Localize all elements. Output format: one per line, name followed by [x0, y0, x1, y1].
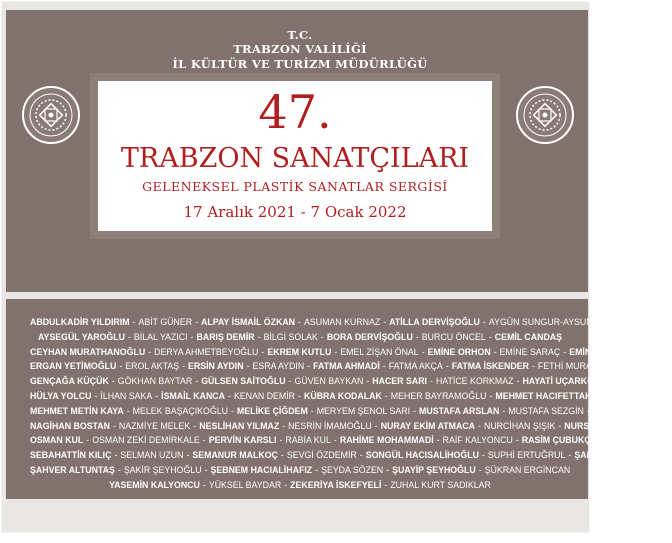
artist-name: BURCU ÖNCEL [421, 331, 486, 342]
artist-name: NURAY EKİM ATMACA [380, 420, 476, 431]
artist-name: KÜBRA KODALAK [303, 390, 382, 401]
artist-name: NAGİHAN BOSTAN [30, 420, 110, 431]
artist-name: NESRİN İMAMOĞLU [288, 420, 372, 431]
title-box [90, 73, 500, 239]
name-separator: - [117, 464, 121, 475]
artist-name: OSMAN ZEKİ DEMİRKALE [92, 435, 200, 446]
name-separator: - [488, 331, 492, 342]
artist-name: EROL AKTAŞ [125, 361, 180, 372]
name-separator: - [445, 361, 449, 372]
artist-name: FATMA İSKENDER [451, 361, 529, 372]
artist-name: MEHMET METİN KAYA [30, 405, 124, 416]
name-separator: - [374, 420, 378, 431]
artist-name: SEVGİ ÖZDEMİR [286, 450, 357, 461]
artist-name: ZEKERİYA İSKEFYELİ [290, 479, 382, 490]
artist-name: CEMİL CANDAŞ [494, 331, 563, 342]
name-separator: - [489, 390, 493, 401]
artist-name: FETHİ MURATHANOĞLU [537, 361, 640, 372]
artist-name: BARIŞ DEMİR [196, 331, 255, 342]
artist-name: ERGAN YETİMOĞLU [30, 361, 117, 372]
name-separator: - [478, 420, 481, 431]
artist-name: BİLGİ SOLAK [263, 331, 318, 342]
name-separator: - [119, 361, 123, 372]
name-separator: - [602, 376, 606, 387]
artist-line [30, 478, 570, 493]
artist-name: ALPAY İSMAİL ÖZKAN [201, 317, 296, 327]
artist-name: MELEK BAŞAÇIKOĞLU [132, 405, 228, 416]
artist-name: RAHİME MOHAMMADİ [339, 435, 434, 446]
artist-name: SELMAN UZUN [120, 450, 184, 461]
emblem-right-icon [516, 86, 574, 144]
artist-name: BİLAL YAZICI [133, 331, 188, 342]
name-separator: - [112, 420, 116, 431]
artist-name: FATMA AKÇA [388, 361, 443, 372]
name-separator: - [155, 390, 159, 401]
name-separator: - [386, 464, 390, 475]
artist-name: HAYRİ BOSTAN [608, 376, 672, 387]
name-separator: - [421, 346, 425, 357]
name-separator: - [298, 390, 301, 401]
name-separator: - [382, 361, 386, 372]
artist-name: OSMAN KUL [30, 435, 84, 446]
artist-name: SONGÜL HACISALİHOĞLU [365, 450, 479, 461]
artist-line [30, 374, 672, 389]
artist-name: GÜVEN BAYKAN [294, 376, 364, 387]
name-separator: - [430, 376, 433, 387]
artist-name: ABİT GÜNER [138, 317, 193, 327]
name-separator: - [279, 435, 283, 446]
name-separator: - [282, 420, 286, 431]
name-separator: - [190, 331, 194, 342]
artist-name: RAİF KALYONCU [442, 435, 513, 446]
artist-name: DERYA AHMETBEYOĞLU [154, 346, 259, 357]
artist-name: GÖKHAN BAYTAR [117, 376, 193, 387]
artist-name: ZUHAL KURT SADIKLAR [390, 479, 491, 490]
artist-name: KENAN DEMİR [233, 390, 296, 401]
artist-name: MUSTAFA ARSLAN [419, 405, 500, 416]
artist-line [30, 359, 640, 374]
artist-name: EMİNE SARAÇ [499, 346, 561, 357]
artist-name: NAZMİYE MELEK [118, 420, 191, 431]
artist-line [30, 315, 622, 330]
artist-line [30, 404, 663, 419]
name-separator: - [586, 405, 590, 416]
name-separator: - [257, 331, 261, 342]
name-separator: - [193, 420, 197, 431]
name-separator: - [366, 376, 370, 387]
name-separator: - [413, 405, 417, 416]
artist-name: BORA DERVİŞOĞLU [326, 331, 413, 342]
artist-name: HAYATİ UÇARKOL [522, 376, 600, 387]
artist-name: CEYHAN MURATHANOĞLU [30, 346, 146, 357]
artist-name: AYSEGÜL YAROĞLU [37, 331, 125, 342]
edition-number: 47. [258, 85, 332, 139]
artist-name: FATMA AHMADİ [313, 361, 380, 372]
artist-name: EKREM KUTLU [267, 346, 332, 357]
artist-line [30, 389, 617, 404]
artist-name: ŞEBNEM HACIALİHAFIZ [210, 464, 313, 475]
artist-name: HATİCE KORKMAZ [435, 376, 514, 387]
artist-line [30, 330, 570, 345]
artist-name: SUPHİ ERTUĞRUL [487, 450, 566, 461]
directorate-label: İL KÜLTÜR VE TURİZM MÜDÜRLÜĞÜ [172, 57, 428, 71]
artist-name: MUSTAFA SEZGİN [508, 405, 584, 416]
name-separator: - [202, 435, 206, 446]
name-separator: - [230, 405, 234, 416]
name-separator: - [288, 376, 292, 387]
name-separator: - [246, 361, 250, 372]
name-separator: - [261, 346, 265, 357]
exhibition-subtitle: GELENEKSEL PLASTİK SANATLAR SERGİSİ [142, 179, 448, 194]
artist-name: GÜLSEN SAİTOĞLU [201, 376, 286, 387]
name-separator: - [111, 376, 115, 387]
artist-name: MÜMİN CANDAŞ [592, 405, 663, 416]
tc-label: T.C. [287, 28, 313, 42]
name-separator: - [284, 479, 288, 490]
artist-name: NESLİHAN YILMAZ [199, 420, 280, 431]
name-separator: - [493, 346, 497, 357]
name-separator: - [333, 435, 337, 446]
artist-name: NURCİHAN ŞIŞIK [483, 420, 556, 431]
artist-name: ŞAKİR ŞEYHOĞLU [123, 464, 202, 475]
name-separator: - [334, 346, 338, 357]
artist-name: YÜKSEL BAYDAR [208, 479, 282, 490]
name-separator: - [558, 420, 562, 431]
name-separator: - [132, 317, 136, 327]
name-separator: - [415, 331, 419, 342]
artist-name: İSMAİL KANCA [161, 390, 225, 401]
name-separator: - [531, 361, 535, 372]
name-separator: - [436, 435, 440, 446]
artist-name: PERVİN KARSLI [208, 435, 277, 446]
name-separator: - [478, 464, 482, 475]
artist-name: ŞAHVER ALTUNTAŞ [30, 464, 115, 475]
name-separator: - [186, 450, 190, 461]
artist-name: ABDULKADİR YILDIRIM [30, 317, 130, 327]
name-separator: - [481, 450, 485, 461]
name-separator: - [515, 435, 519, 446]
artist-name: GENÇAĞA KÜÇÜK [30, 376, 109, 387]
artist-name: HACER SARI [372, 376, 427, 387]
name-separator: - [383, 317, 387, 327]
artist-line [30, 345, 633, 360]
artist-name: MERYEM ŞENOL SARI [316, 405, 411, 416]
artist-name: ESRA AYDIN [252, 361, 305, 372]
name-separator: - [127, 331, 131, 342]
artist-names [30, 315, 672, 493]
name-separator: - [516, 376, 520, 387]
artist-name: ATİLLA DERVİŞOĞLU [389, 317, 480, 327]
name-separator: - [384, 479, 388, 490]
artist-name: ERSİN AYDIN [188, 361, 244, 372]
name-separator: - [320, 331, 324, 342]
name-separator: - [86, 435, 90, 446]
artist-name: İLHAN SAKA [100, 390, 153, 401]
artist-name: EMEL ZİŞAN ÖNAL [340, 346, 419, 357]
name-separator: - [568, 450, 572, 461]
name-separator: - [307, 361, 311, 372]
name-separator: - [204, 464, 208, 475]
name-separator: - [126, 405, 130, 416]
name-separator: - [202, 479, 206, 490]
artist-line [30, 419, 665, 434]
name-separator: - [280, 450, 284, 461]
artist-name: EMİNE ORHON [427, 346, 491, 357]
artist-name: ŞEYDA SÖZEN [321, 464, 384, 475]
title-panel [98, 81, 492, 231]
artist-name: EMİNE ZENGİN [569, 346, 633, 357]
name-separator: - [310, 405, 314, 416]
emblem-left-icon [22, 86, 80, 144]
name-separator: - [502, 405, 506, 416]
artist-name: ŞÜKRAN ERGİNCAN [484, 464, 571, 475]
artist-line [30, 433, 598, 448]
artist-name: MEHMET HACIFETTAHOĞLU [495, 390, 617, 401]
artist-name: ŞUAYİP ŞEYHOĞLU [392, 464, 476, 475]
artist-name: RASİM ÇUBUKÇU [521, 435, 598, 446]
name-separator: - [148, 346, 152, 357]
name-separator: - [94, 390, 98, 401]
artist-name: YASEMİN KALYONCU [109, 479, 200, 490]
name-separator: - [384, 390, 388, 401]
artist-name: MEHER BAYRAMOĞLU [390, 390, 487, 401]
artist-name: ASUMAN KURNAZ [303, 317, 381, 327]
artist-name: SEBAHATTİN KILIÇ [30, 450, 112, 461]
exhibition-dates: 17 Aralık 2021 - 7 Ocak 2022 [183, 203, 407, 221]
governor-label: TRABZON VALİLİĞİ [233, 42, 367, 56]
artist-name: ŞABAN OKTAR [574, 450, 639, 461]
name-separator: - [195, 317, 199, 327]
name-separator: - [182, 361, 186, 372]
artist-name: NURSEL KARAÇENGEL [564, 420, 665, 431]
name-separator: - [228, 390, 231, 401]
name-separator: - [114, 450, 118, 461]
artist-name: RABİA KUL [285, 435, 331, 446]
artist-line [30, 448, 639, 463]
name-separator: - [195, 376, 199, 387]
name-separator: - [298, 317, 301, 327]
name-separator: - [359, 450, 363, 461]
exhibition-title: TRABZON SANATÇILARI [120, 143, 470, 174]
artist-name: SEMANUR MALKOÇ [192, 450, 278, 461]
artist-line [30, 463, 570, 478]
name-separator: - [482, 317, 486, 327]
name-separator: - [315, 464, 319, 475]
artist-name: MELİKE ÇİĞDEM [236, 405, 308, 416]
artist-name: AYGÜN SUNGUR-AYSUN ŞAHİN [488, 317, 622, 327]
name-separator: - [563, 346, 567, 357]
artist-name: HÜLYA YOLCU [30, 390, 92, 401]
